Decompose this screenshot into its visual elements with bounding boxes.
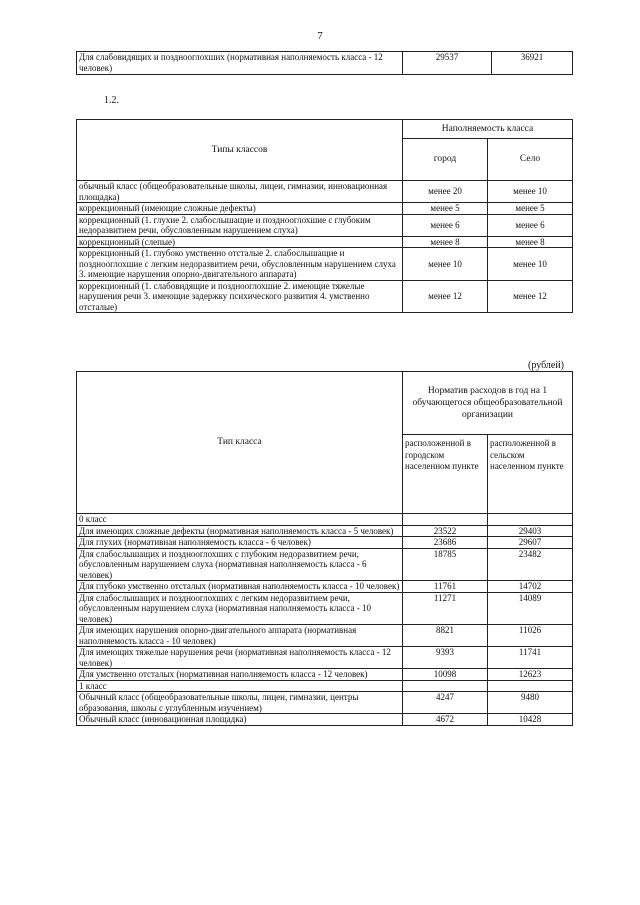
value-village: менее 10 (488, 248, 573, 281)
table-row (77, 525, 573, 537)
row-label: Для глубоко умственно отсталых (нормативная наполняемость класса - 10 человек) (77, 581, 403, 593)
page-number: 7 (317, 30, 323, 42)
table-row (77, 625, 573, 647)
table-row (77, 236, 573, 248)
value-city: 29537 (403, 52, 492, 75)
class-type: коррекционный (1. глухие 2. слабослышащие и позднооглохшие с глубоким недоразвитием речи, обусловленным нарушением слуха) (77, 214, 403, 236)
section-label: 1.2. (104, 95, 119, 106)
group-label: 0 класс (77, 514, 403, 526)
class-type: коррекционный (слепые) (77, 236, 403, 248)
value-city: 4247 (403, 692, 488, 714)
row-label: Обычный класс (инновационная площадка) (77, 714, 403, 726)
value-village: 36921 (492, 52, 573, 75)
column-header-city: расположенной в городском населенном пункте (403, 435, 488, 514)
value-city: 8821 (403, 625, 488, 647)
value-village: 29607 (488, 537, 573, 549)
value-city: менее 8 (403, 236, 488, 248)
table-row (77, 214, 573, 236)
row-label: Для имеющих тяжелые нарушения речи (нормативная наполняемость класса - 12 человек) (77, 647, 403, 669)
value-village: 11741 (488, 647, 573, 669)
value-village: 14089 (488, 592, 573, 625)
value-village: 10428 (488, 714, 573, 726)
value-village: 12623 (488, 669, 573, 681)
value-village: менее 10 (488, 181, 573, 203)
table-row (77, 52, 573, 75)
value-city: 4672 (403, 714, 488, 726)
group-label: 1 класс (77, 680, 403, 692)
value-city: 10098 (403, 669, 488, 681)
value-city: 11271 (403, 592, 488, 625)
table-row (77, 714, 573, 726)
value-village: менее 6 (488, 214, 573, 236)
value-village: 9480 (488, 692, 573, 714)
table-row (77, 669, 573, 681)
table-row (77, 548, 573, 581)
value-city: 23522 (403, 525, 488, 537)
row-label: Для слабовидящих и позднооглохших (нормативная наполняемость класса - 12 человек) (77, 52, 403, 75)
value-village: менее 8 (488, 236, 573, 248)
column-header-occupancy: Наполняемость класса (403, 120, 573, 139)
row-label: Для глухих (нормативная наполняемость класса - 6 человек) (77, 537, 403, 549)
value-city: 9393 (403, 647, 488, 669)
table-row (77, 647, 573, 669)
top-continuation-table (76, 51, 573, 75)
currency-note: (рублей) (528, 360, 565, 371)
value-village: 11026 (488, 625, 573, 647)
group-row (77, 680, 573, 692)
cost-norm-table (76, 371, 573, 726)
table-row (77, 592, 573, 625)
value-city: менее 6 (403, 214, 488, 236)
value-village: 14702 (488, 581, 573, 593)
table-row (77, 280, 573, 313)
row-label: Обычный класс (общеобразовательные школы, лицеи, гимназии, центры образования, школы с углубленным изучением) (77, 692, 403, 714)
value-village: 23482 (488, 548, 573, 581)
column-header-types: Типы классов (77, 120, 403, 181)
value-city: менее 10 (403, 248, 488, 281)
column-header-cost-norm: Норматив расходов в год на 1 обучающегося общеобразовательной организации (403, 372, 573, 435)
class-type: коррекционный (1. слабовидящие и позднооглохшие 2. имеющие тяжелые нарушения речи 3. имеющие задержку психического развития 4. умственно отсталые) (77, 280, 403, 313)
table-row (77, 537, 573, 549)
class-type: коррекционный (имеющие сложные дефекты) (77, 203, 403, 215)
value-village: 29403 (488, 525, 573, 537)
column-header-class-type: Тип класса (77, 372, 403, 514)
column-header-village: расположенной в сельском населенном пункте (488, 435, 573, 514)
value-city: 11761 (403, 581, 488, 593)
row-label: Для слабослышащих и позднооглохших с глубоким недоразвитием речи, обусловленным нарушением слуха (нормативная наполняемость класса - 6 человек) (77, 548, 403, 581)
value-city: менее 5 (403, 203, 488, 215)
occupancy-table (76, 119, 573, 313)
table-row (77, 181, 573, 203)
table-row (77, 581, 573, 593)
value-village: менее 5 (488, 203, 573, 215)
row-label: Для имеющих нарушения опорно-двигательного аппарата (нормативная наполняемость класса - 10 человек) (77, 625, 403, 647)
row-label: Для слабослышащих и позднооглохших с легким недоразвитием речи, обусловленным нарушением слуха (нормативная наполняемость класса - 10 человек) (77, 592, 403, 625)
row-label: Для имеющих сложные дефекты (нормативная наполняемость класса - 5 человек) (77, 525, 403, 537)
class-type: обычный класс (общеобразовательные школы, лицеи, гимназии, инновационная площадка) (77, 181, 403, 203)
column-header-city: город (403, 139, 488, 181)
table-row (77, 203, 573, 215)
value-city: менее 20 (403, 181, 488, 203)
table-row (77, 692, 573, 714)
value-village: менее 12 (488, 280, 573, 313)
table-row (77, 248, 573, 281)
row-label: Для умственно отсталых (нормативная наполняемость класса - 12 человек) (77, 669, 403, 681)
column-header-village: Село (488, 139, 573, 181)
value-city: 18785 (403, 548, 488, 581)
value-city: 23686 (403, 537, 488, 549)
class-type: коррекционный (1. глубоко умственно отсталые 2. слабослышащие и позднооглохшие с легким недоразвитием речи, обусловленным нарушением слуха 3. имеющие нарушения опорно-двигательного аппарата) (77, 248, 403, 281)
group-row (77, 514, 573, 526)
value-city: менее 12 (403, 280, 488, 313)
